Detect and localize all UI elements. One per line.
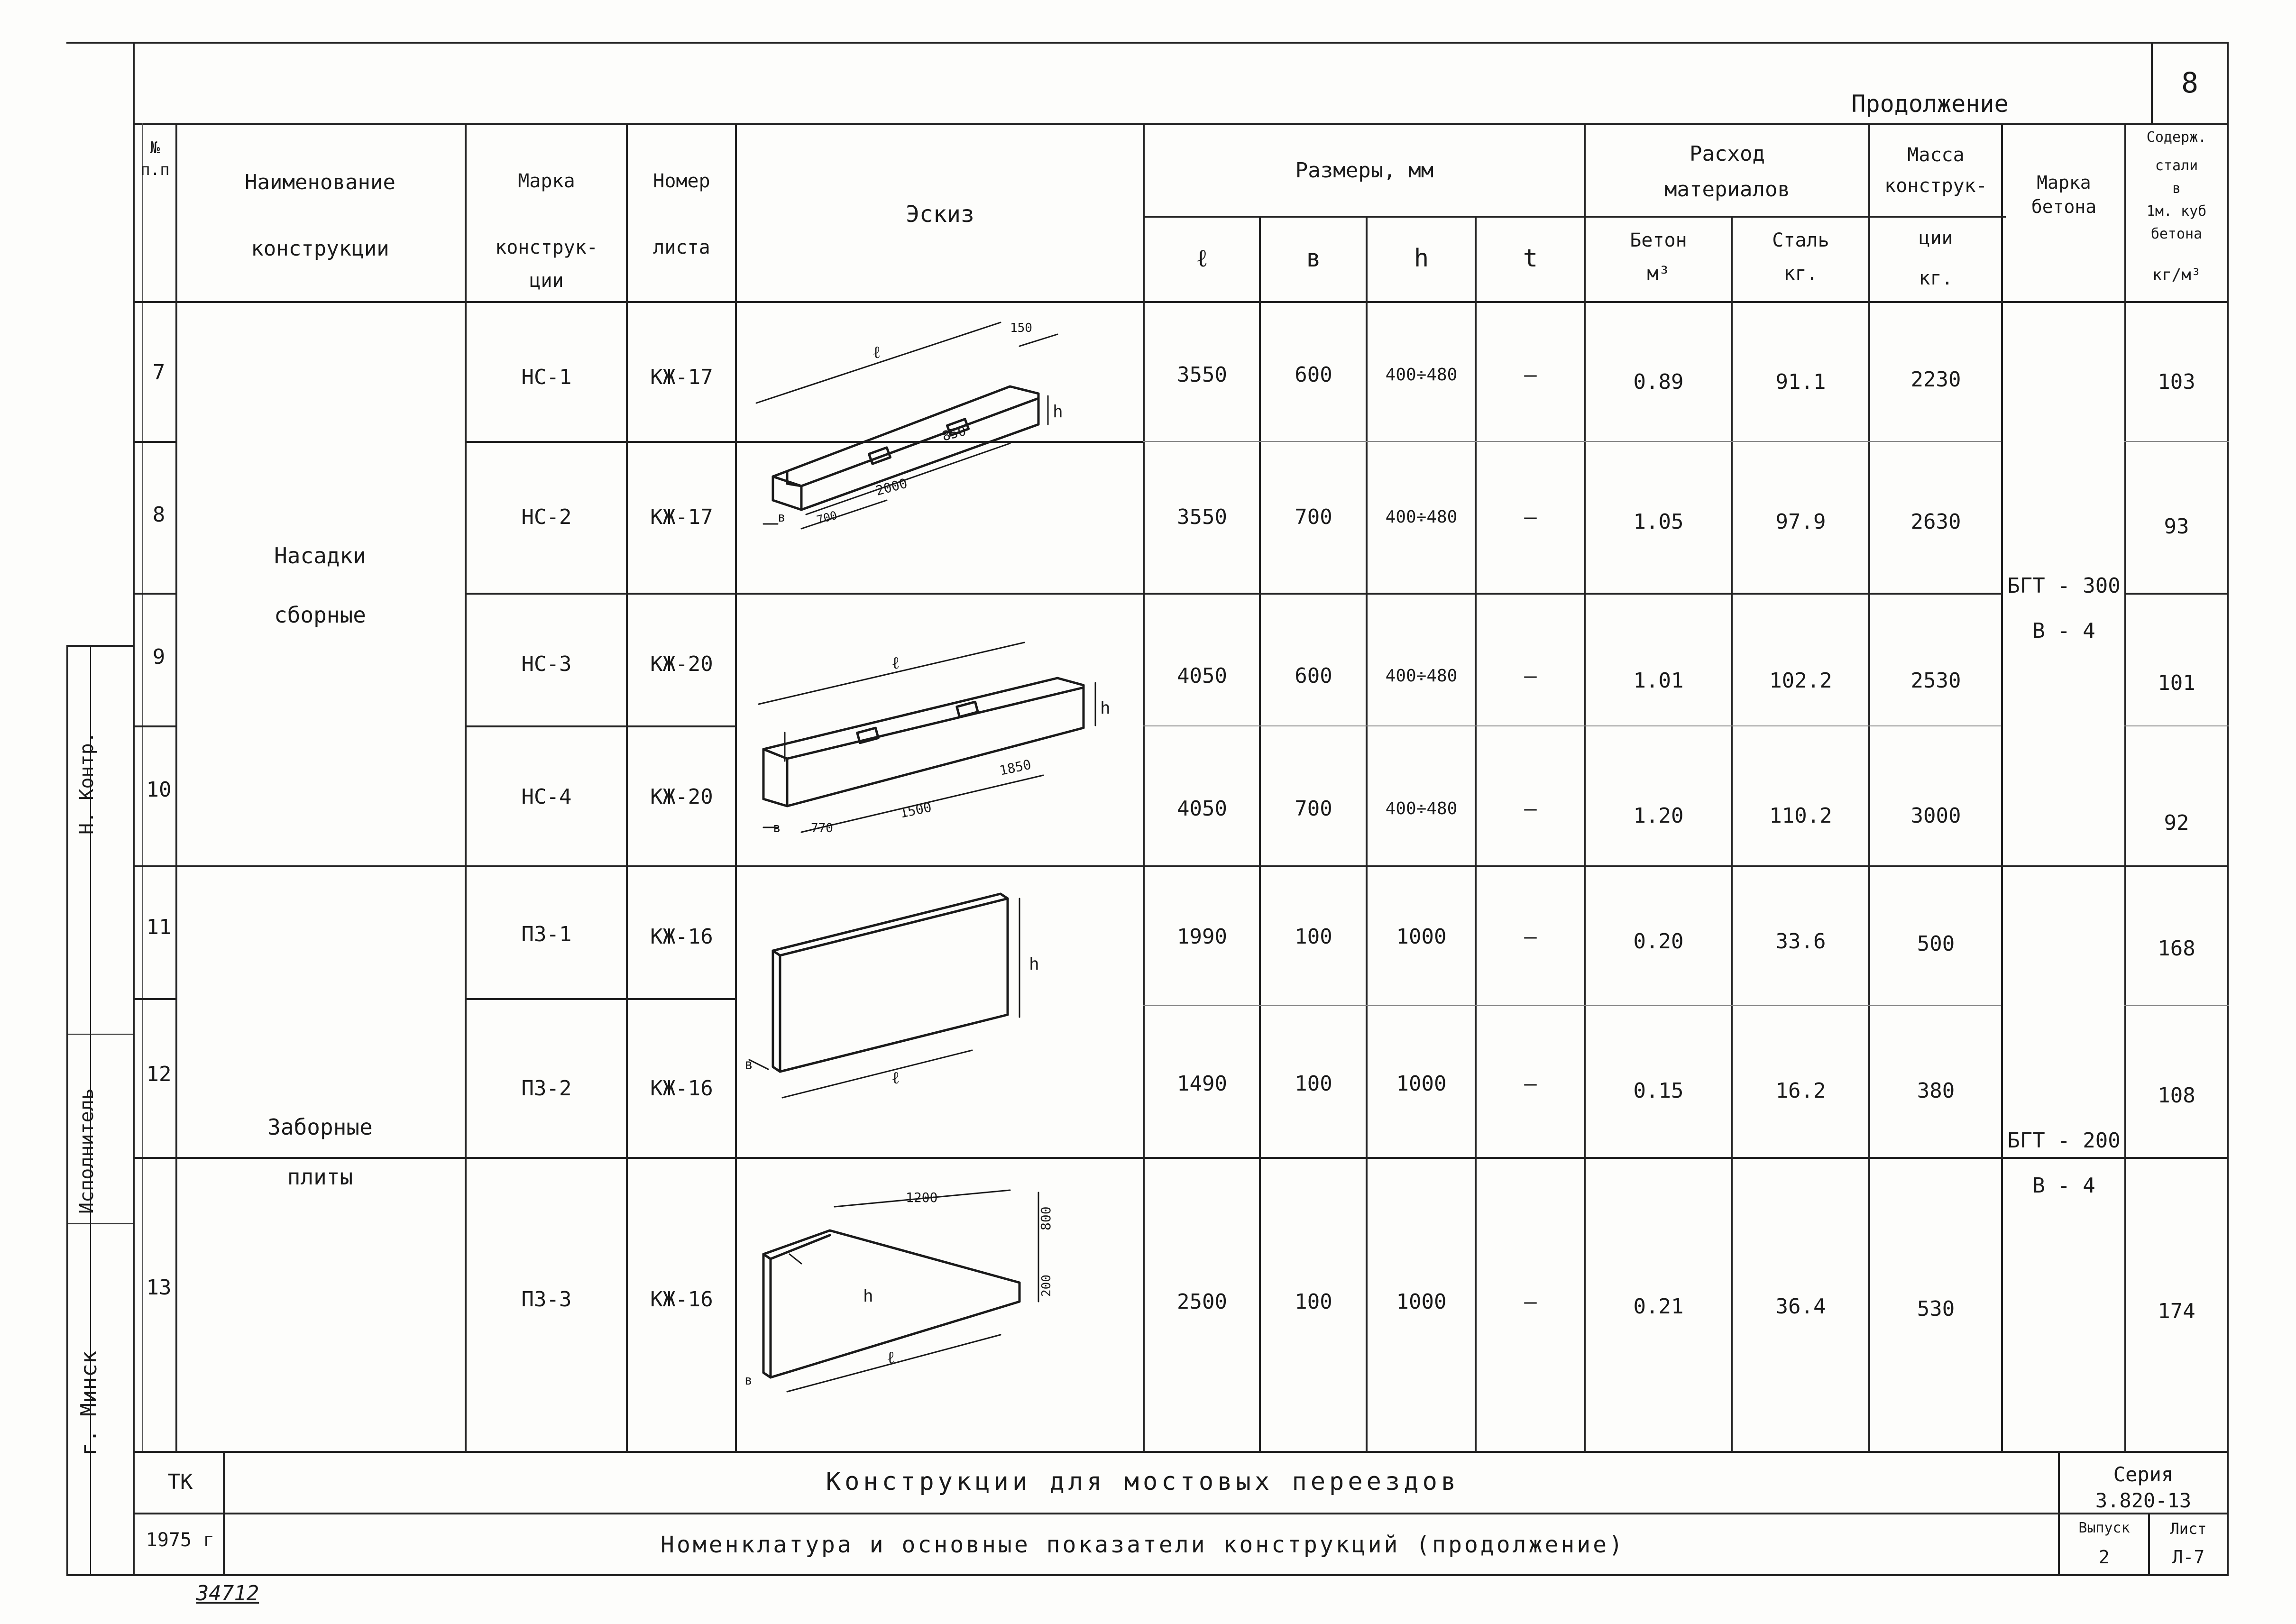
header-content-6: кг/м³ xyxy=(2152,266,2201,284)
row-10-mass: 3000 xyxy=(1910,804,1961,828)
row-11-num: 11 xyxy=(146,915,172,939)
row-7-num: 7 xyxy=(152,360,165,385)
row-9-mass: 2530 xyxy=(1910,669,1961,693)
group-name-2-line1: Заборные xyxy=(267,1114,373,1140)
header-content-5: бетона xyxy=(2150,226,2203,242)
row-12-l: 1490 xyxy=(1177,1072,1227,1096)
row-10-t: — xyxy=(1524,797,1537,821)
sketch-3-b: в xyxy=(744,1056,753,1073)
row-8-mass: 2630 xyxy=(1910,510,1961,534)
footer-title: Конструкции для мостовых переездов xyxy=(826,1468,1460,1496)
row-12-mass: 380 xyxy=(1917,1079,1955,1103)
header-materials-2: материалов xyxy=(1664,177,1790,202)
issue-label: Выпуск xyxy=(2078,1520,2130,1536)
sheet-value: Л-7 xyxy=(2172,1547,2205,1568)
row-13-steel: 36.4 xyxy=(1775,1294,1826,1319)
row-9-content: 101 xyxy=(2158,671,2195,695)
header-concrete-2: м³ xyxy=(1647,263,1670,284)
row-13-num: 13 xyxy=(146,1275,172,1300)
row-12-num: 12 xyxy=(146,1062,172,1086)
row-9-sheet: КЖ-20 xyxy=(650,652,713,676)
row-10-num: 10 xyxy=(146,778,172,802)
sketch-1-2000: 2000 xyxy=(874,475,909,499)
row-8-sheet: КЖ-17 xyxy=(650,505,713,529)
row-12-t: — xyxy=(1524,1072,1537,1096)
row-7-l: 3550 xyxy=(1177,363,1227,387)
group-grade-2-line2: В - 4 xyxy=(2032,1174,2095,1198)
header-sketch: Эскиз xyxy=(906,201,974,228)
row-7-h: 400÷480 xyxy=(1385,365,1458,385)
row-7-sheet: КЖ-17 xyxy=(650,365,713,389)
row-9-b: 600 xyxy=(1295,664,1332,688)
row-8-t: — xyxy=(1524,505,1537,529)
row-13-l: 2500 xyxy=(1177,1290,1227,1314)
header-content-1: Содерж. xyxy=(2146,129,2207,146)
row-11-steel: 33.6 xyxy=(1775,929,1826,954)
row-13-concrete: 0.21 xyxy=(1633,1294,1684,1319)
sketch-2-700: 770 xyxy=(811,821,833,835)
page-number: 8 xyxy=(2181,66,2199,100)
row-8-h: 400÷480 xyxy=(1385,507,1458,527)
row-8-l: 3550 xyxy=(1177,505,1227,529)
issue-value: 2 xyxy=(2099,1547,2110,1568)
sketch-2-1500: 1500 xyxy=(898,799,933,821)
row-11-b: 100 xyxy=(1295,925,1332,949)
header-dim-t: t xyxy=(1523,244,1538,273)
header-dim-l: ℓ xyxy=(1196,244,1208,273)
row-8-num: 8 xyxy=(152,503,165,527)
row-7-mass: 2230 xyxy=(1910,367,1961,392)
header-steel-1: Сталь xyxy=(1772,229,1829,251)
header-name-1: Наименование xyxy=(245,170,395,194)
row-7-mark: НС-1 xyxy=(521,365,572,389)
header-name-2: конструкции xyxy=(251,237,389,261)
stamp-checker: Н. Контр. xyxy=(76,732,98,835)
row-13-mark: ПЗ-3 xyxy=(521,1287,572,1312)
header-dim-b: в xyxy=(1306,244,1321,273)
sketch-1-150: 150 xyxy=(1010,321,1032,335)
header-mass-2: конструк- xyxy=(1884,175,1987,197)
sketches xyxy=(735,301,1143,1451)
stamp-executor: Исполнитель xyxy=(76,1088,98,1214)
header-content-4: 1м. куб xyxy=(2146,203,2207,220)
header-mark-2: конструк- xyxy=(495,237,598,258)
row-7-steel: 91.1 xyxy=(1775,370,1826,394)
row-10-steel: 110.2 xyxy=(1769,804,1832,828)
header-sheet-1: Номер xyxy=(653,170,710,192)
stamp-city: г. Минск xyxy=(76,1350,101,1456)
sheet-label: Лист xyxy=(2170,1520,2207,1538)
sketch-3-h: h xyxy=(1029,954,1039,974)
row-10-mark: НС-4 xyxy=(521,785,572,809)
row-12-mark: ПЗ-2 xyxy=(521,1076,572,1101)
sketch-2-b: в xyxy=(773,820,781,835)
header-dim-h: h xyxy=(1414,244,1429,273)
footer-org: ТК xyxy=(167,1470,193,1494)
group-grade-1-line1: БГТ - 300 xyxy=(2007,574,2121,598)
row-8-mark: НС-2 xyxy=(521,505,572,529)
continuation-label: Продолжение xyxy=(1851,90,2009,118)
series-value: 3.820-13 xyxy=(2095,1489,2192,1512)
row-8-b: 700 xyxy=(1295,505,1332,529)
header-mark-1: Марка xyxy=(518,170,575,192)
header-concrete-1: Бетон xyxy=(1630,229,1687,251)
row-10-l: 4050 xyxy=(1177,797,1227,821)
sketch-1-b: в xyxy=(778,509,786,525)
header-mass-1: Масса xyxy=(1907,144,1965,166)
row-12-concrete: 0.15 xyxy=(1633,1079,1684,1103)
sketch-4-200: 200 xyxy=(1039,1275,1054,1297)
sketch-4-l: ℓ xyxy=(887,1348,895,1367)
header-dims: Размеры, мм xyxy=(1295,158,1434,183)
header-mass-3: ции xyxy=(1919,227,1953,249)
row-12-h: 1000 xyxy=(1396,1072,1447,1096)
row-10-sheet: КЖ-20 xyxy=(650,785,713,809)
sketch-3-l: ℓ xyxy=(891,1068,900,1088)
sketch-4-800: 800 xyxy=(1038,1206,1054,1230)
row-10-content: 92 xyxy=(2164,811,2189,835)
series-label: Серия xyxy=(2113,1463,2174,1486)
row-9-num: 9 xyxy=(152,645,165,669)
group-name-2-line2: плиты xyxy=(287,1164,353,1190)
row-13-content: 174 xyxy=(2158,1299,2195,1323)
row-13-b: 100 xyxy=(1295,1290,1332,1314)
sketch-fence-panel-2 xyxy=(763,1190,1038,1392)
row-11-mark: ПЗ-1 xyxy=(521,922,572,946)
row-12-content: 108 xyxy=(2158,1083,2195,1108)
row-9-h: 400÷480 xyxy=(1385,666,1458,686)
header-mark-3: ции xyxy=(529,270,564,292)
row-9-concrete: 1.01 xyxy=(1633,669,1684,693)
row-13-t: — xyxy=(1524,1290,1537,1314)
row-11-t: — xyxy=(1524,925,1537,949)
sketch-1-h: h xyxy=(1053,402,1063,422)
footer-year: 1975 г xyxy=(146,1529,215,1551)
row-10-concrete: 1.20 xyxy=(1633,804,1684,828)
group-name-1-line1: Насадки xyxy=(274,543,366,569)
row-11-l: 1990 xyxy=(1177,925,1227,949)
sketch-2-h: h xyxy=(1100,698,1111,718)
group-grade-2-line1: БГТ - 200 xyxy=(2007,1129,2121,1153)
row-13-h: 1000 xyxy=(1396,1290,1447,1314)
sketch-1-700: 700 xyxy=(815,508,839,527)
row-13-sheet: КЖ-16 xyxy=(650,1287,713,1312)
row-8-steel: 97.9 xyxy=(1775,510,1826,534)
sketch-2-l: ℓ xyxy=(891,653,900,673)
sketch-1-l: ℓ xyxy=(872,343,881,362)
row-12-sheet: КЖ-16 xyxy=(650,1076,713,1101)
sketch-1-850: 850 xyxy=(940,422,968,444)
sketch-4-1200: 1200 xyxy=(906,1190,938,1205)
sketch-2-1850: 1850 xyxy=(998,756,1033,779)
sketch-4-h: h xyxy=(863,1286,873,1306)
sketch-cap-beam-1 xyxy=(756,322,1057,529)
row-9-steel: 102.2 xyxy=(1769,669,1832,693)
footer-subtitle: Номенклатура и основные показатели конструкций (продолжение) xyxy=(661,1532,1625,1558)
header-content-3: в xyxy=(2172,180,2181,197)
header-materials-1: Расход xyxy=(1690,142,1765,166)
row-9-l: 4050 xyxy=(1177,664,1227,688)
row-9-mark: НС-3 xyxy=(521,652,572,676)
row-12-steel: 16.2 xyxy=(1775,1079,1826,1103)
bottom-note: 34712 xyxy=(196,1581,259,1606)
header-sheet-2: листа xyxy=(653,237,710,258)
row-11-mass: 500 xyxy=(1917,932,1955,956)
row-11-sheet: КЖ-16 xyxy=(650,925,713,949)
row-7-b: 600 xyxy=(1295,363,1332,387)
row-13-mass: 530 xyxy=(1917,1297,1955,1321)
sketch-4-b: в xyxy=(744,1372,753,1388)
header-num: № п.п xyxy=(140,138,170,179)
group-grade-1-line2: В - 4 xyxy=(2032,619,2095,643)
row-7-content: 103 xyxy=(2158,370,2195,394)
group-name-1-line2: сборные xyxy=(274,602,366,628)
header-grade: Марка бетона xyxy=(2031,172,2097,218)
header-steel-2: кг. xyxy=(1783,263,1818,284)
row-10-b: 700 xyxy=(1295,797,1332,821)
header-mass-4: кг. xyxy=(1919,267,1953,289)
row-12-b: 100 xyxy=(1295,1072,1332,1096)
sketch-fence-panel-1 xyxy=(749,894,1019,1098)
row-10-h: 400÷480 xyxy=(1385,799,1458,818)
header-content-2: стали xyxy=(2155,157,2198,174)
row-9-t: — xyxy=(1524,664,1537,688)
row-11-h: 1000 xyxy=(1396,925,1447,949)
row-7-t: — xyxy=(1524,363,1537,387)
row-11-concrete: 0.20 xyxy=(1633,929,1684,954)
row-8-content: 93 xyxy=(2164,514,2189,539)
row-11-content: 168 xyxy=(2158,936,2195,961)
row-8-concrete: 1.05 xyxy=(1633,510,1684,534)
row-7-concrete: 0.89 xyxy=(1633,370,1684,394)
